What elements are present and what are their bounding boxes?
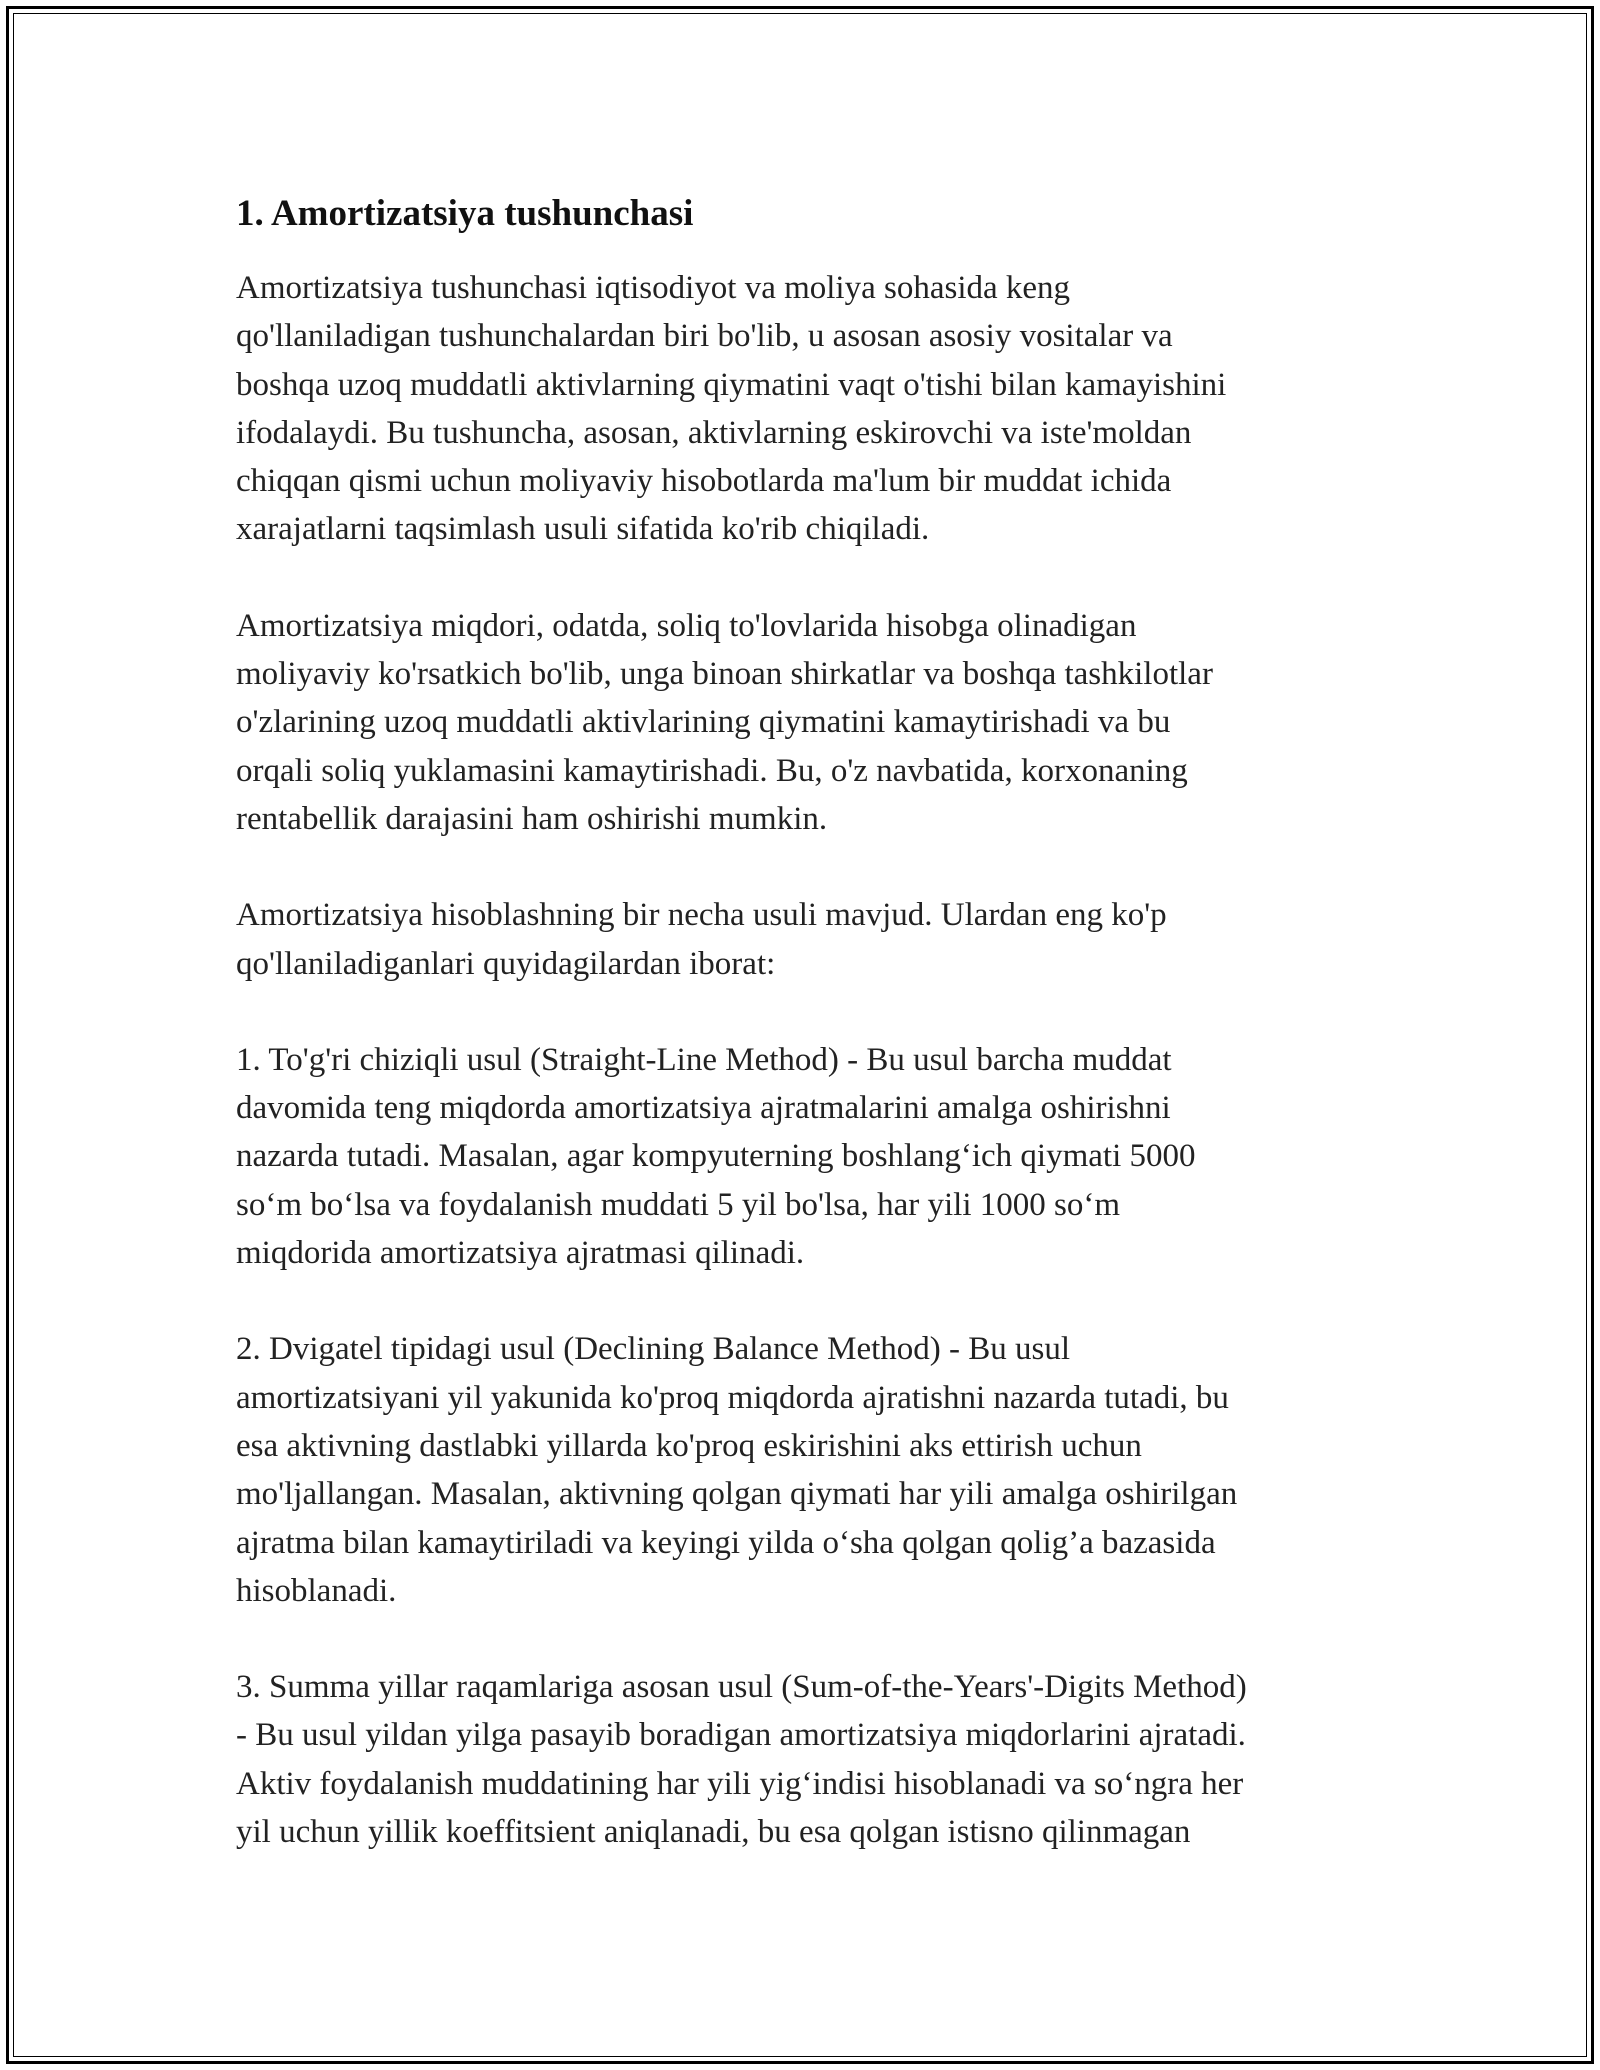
paragraph-methods-intro: Amortizatsiya hisoblashning bir necha usuli mavjud. Ulardan eng ko'p qo'llaniladiganlari quyidagilardan iborat: [236,897,1167,982]
paragraph-straight-line: 1. To'g'ri chiziqli usul (Straight-Line Method) - Bu usul barcha muddat davomida teng miqdorda amortizatsiya ajratmalarini amalga oshirishni nazarda tutadi. Masalan, agar kompyuterning boshlang‘ich qiymati 5000 so‘m bo‘lsa va foydalanish muddati 5 yil bo'lsa, har yili 1000 so‘m miqdorida amortizatsiya ajratmasi qilinadi. [236,1041,1196,1272]
paragraph-definition: Amortizatsiya tushunchasi iqtisodiyot va moliya sohasida keng qo'llaniladigan tushunchalardan biri bo'lib, u asosan asosiy vositalar va boshqa uzoq muddatli aktivlarning qiymatini vaqt o'tishi bilan kamayishini ifodalaydi. Bu tushuncha, asosan, aktivlarning eskirovchi va iste'moldan chiqqan qismi uchun moliyaviy hisobotlarda ma'lum bir muddat ichida xarajatlarni taqsimlash usuli sifatida ko'rib chiqiladi. [236,270,1227,548]
document-body [236,188,1366,1856]
paragraph-declining-balance: 2. Dvigatel tipidagi usul (Declining Balance Method) - Bu usul amortizatsiyani yil yakunida ko'proq miqdorda ajratishni nazarda tutadi, bu esa aktivning dastlabki yillarda ko'proq eskirishini aks ettirish uchun mo'ljallangan. Masalan, aktivning qolgan qiymati har yili amalga oshirilgan ajratma bilan kamaytiriladi va keyingi yilda o‘sha qolgan qolig’a bazasida hisoblanadi. [236,1331,1238,1609]
paragraph-sum-of-years: 3. Summa yillar raqamlariga asosan usul (Sum-of-the-Years'-Digits Method) - Bu usul yildan yilga pasayib boradigan amortizatsiya miqdorlarini ajratadi. Aktiv foydalanish muddatining har yili yig‘indisi hisoblanadi va so‘ngra her yil uchun yillik koeffitsient aniqlanadi, bu esa qolgan istisno qilinmagan [236,1669,1247,1851]
paragraph-tax-effect: Amortizatsiya miqdori, odatda, soliq to'lovlarida hisobga olinadigan moliyaviy ko'rsatkich bo'lib, unga binoan shirkatlar va boshqa tashkilotlar o'zlarining uzoq muddatli aktivlarining qiymatini kamaytirishadi va bu orqali soliq yuklamasini kamaytirishadi. Bu, o'z navbatida, korxonaning rentabellik darajasini ham oshirishi mumkin. [236,607,1213,837]
section-heading: 1. Amortizatsiya tushunchasi [236,193,694,234]
